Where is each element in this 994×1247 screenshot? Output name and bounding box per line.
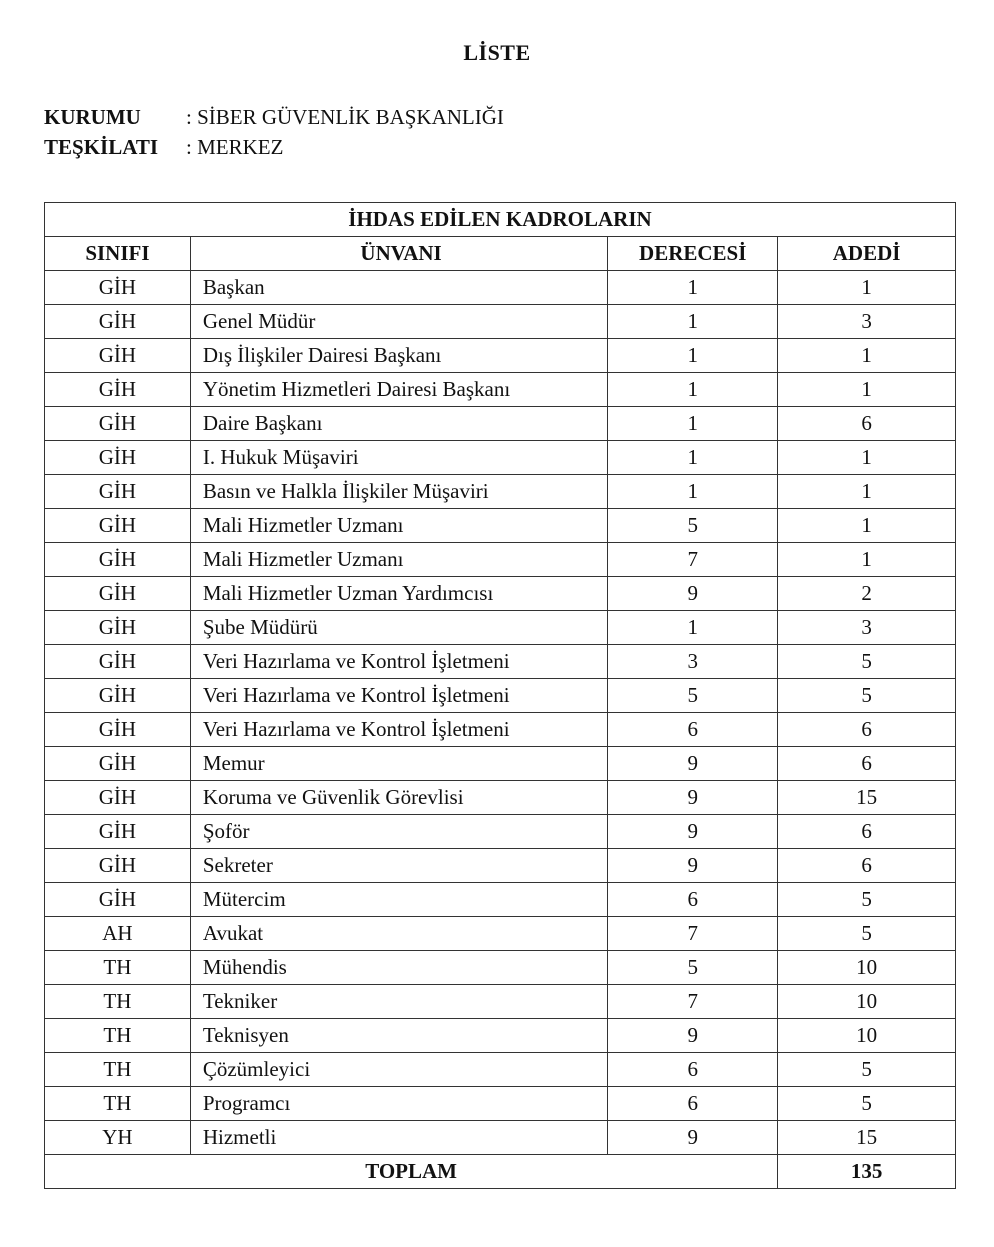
cell-derece: 9 — [608, 1121, 778, 1155]
table-row — [45, 1121, 956, 1155]
cell-unvan: Basın ve Halkla İlişkiler Müşaviri — [190, 475, 607, 509]
cell-unvan: Memur — [190, 747, 607, 781]
teskilat-label: TEŞKİLATI — [44, 135, 158, 159]
cell-sinif: AH — [45, 917, 191, 951]
table-row — [45, 577, 956, 611]
cell-derece: 1 — [608, 271, 778, 305]
cell-derece: 5 — [608, 951, 778, 985]
table-row — [45, 781, 956, 815]
cell-derece: 7 — [608, 543, 778, 577]
cell-unvan: Dış İlişkiler Dairesi Başkanı — [190, 339, 607, 373]
table-row — [45, 543, 956, 577]
table-row — [45, 815, 956, 849]
total-label: TOPLAM — [45, 1155, 778, 1189]
table-row — [45, 373, 956, 407]
cell-adet: 6 — [778, 849, 956, 883]
table-row — [45, 305, 956, 339]
cell-adet: 10 — [778, 1019, 956, 1053]
document-meta — [44, 102, 504, 162]
cell-derece: 5 — [608, 509, 778, 543]
cell-derece: 9 — [608, 747, 778, 781]
table-row — [45, 509, 956, 543]
column-header-adet: ADEDİ — [778, 237, 956, 271]
kurum-label: KURUMU — [44, 105, 141, 129]
cell-adet: 1 — [778, 509, 956, 543]
cell-adet: 5 — [778, 1053, 956, 1087]
cell-unvan: Mütercim — [190, 883, 607, 917]
cell-sinif: GİH — [45, 475, 191, 509]
table-row — [45, 441, 956, 475]
cell-adet: 15 — [778, 781, 956, 815]
cell-sinif: TH — [45, 1087, 191, 1121]
cell-sinif: GİH — [45, 781, 191, 815]
cell-sinif: GİH — [45, 305, 191, 339]
cell-adet: 1 — [778, 271, 956, 305]
cell-adet: 5 — [778, 917, 956, 951]
cell-adet: 5 — [778, 679, 956, 713]
cell-unvan: Mali Hizmetler Uzmanı — [190, 543, 607, 577]
cell-sinif: TH — [45, 1053, 191, 1087]
cell-derece: 9 — [608, 781, 778, 815]
cell-sinif: GİH — [45, 883, 191, 917]
cell-unvan: Mühendis — [190, 951, 607, 985]
cell-adet: 6 — [778, 713, 956, 747]
cell-derece: 1 — [608, 475, 778, 509]
cell-unvan: Programcı — [190, 1087, 607, 1121]
table-row — [45, 713, 956, 747]
cell-adet: 1 — [778, 475, 956, 509]
table-row — [45, 747, 956, 781]
kurum-row — [44, 102, 504, 132]
cell-derece: 1 — [608, 407, 778, 441]
table-row — [45, 883, 956, 917]
cell-unvan: Çözümleyici — [190, 1053, 607, 1087]
cell-sinif: GİH — [45, 747, 191, 781]
teskilat-row — [44, 132, 504, 162]
table-row — [45, 611, 956, 645]
cell-unvan: Veri Hazırlama ve Kontrol İşletmeni — [190, 645, 607, 679]
cell-unvan: Avukat — [190, 917, 607, 951]
table-row — [45, 679, 956, 713]
cell-unvan: Teknisyen — [190, 1019, 607, 1053]
cell-derece: 6 — [608, 1087, 778, 1121]
cell-derece: 7 — [608, 985, 778, 1019]
cell-adet: 5 — [778, 645, 956, 679]
total-value: 135 — [778, 1155, 956, 1189]
cell-adet: 6 — [778, 815, 956, 849]
cell-sinif: TH — [45, 1019, 191, 1053]
cell-adet: 5 — [778, 1087, 956, 1121]
cell-sinif: GİH — [45, 441, 191, 475]
cell-derece: 6 — [608, 883, 778, 917]
cell-unvan: Tekniker — [190, 985, 607, 1019]
column-header-unvan: ÜNVANI — [190, 237, 607, 271]
cell-adet: 1 — [778, 339, 956, 373]
table-row — [45, 645, 956, 679]
cell-adet: 6 — [778, 407, 956, 441]
column-header-row — [45, 237, 956, 271]
cell-sinif: GİH — [45, 543, 191, 577]
cell-unvan: I. Hukuk Müşaviri — [190, 441, 607, 475]
cell-derece: 1 — [608, 611, 778, 645]
cell-unvan: Yönetim Hizmetleri Dairesi Başkanı — [190, 373, 607, 407]
cell-unvan: Şoför — [190, 815, 607, 849]
cell-derece: 9 — [608, 577, 778, 611]
cell-derece: 9 — [608, 849, 778, 883]
cell-derece: 6 — [608, 1053, 778, 1087]
cell-sinif: GİH — [45, 339, 191, 373]
cell-derece: 9 — [608, 815, 778, 849]
cell-unvan: Genel Müdür — [190, 305, 607, 339]
teskilat-value: : MERKEZ — [186, 135, 284, 159]
column-header-derece: DERECESİ — [608, 237, 778, 271]
table-row — [45, 917, 956, 951]
cell-adet: 3 — [778, 305, 956, 339]
table-row — [45, 1087, 956, 1121]
cell-derece: 6 — [608, 713, 778, 747]
cell-derece: 1 — [608, 441, 778, 475]
total-row — [45, 1155, 956, 1189]
cell-sinif: GİH — [45, 271, 191, 305]
cell-derece: 9 — [608, 1019, 778, 1053]
cell-sinif: TH — [45, 951, 191, 985]
cell-sinif: GİH — [45, 373, 191, 407]
cell-sinif: GİH — [45, 407, 191, 441]
table-body — [45, 271, 956, 1155]
cell-derece: 1 — [608, 305, 778, 339]
table-row — [45, 985, 956, 1019]
cell-derece: 1 — [608, 339, 778, 373]
cell-sinif: GİH — [45, 509, 191, 543]
cell-sinif: GİH — [45, 679, 191, 713]
cell-adet: 5 — [778, 883, 956, 917]
cell-adet: 15 — [778, 1121, 956, 1155]
cell-derece: 1 — [608, 373, 778, 407]
kadro-table — [44, 202, 956, 1189]
table-row — [45, 339, 956, 373]
cell-adet: 10 — [778, 985, 956, 1019]
kurum-value: : SİBER GÜVENLİK BAŞKANLIĞI — [186, 105, 504, 129]
cell-sinif: GİH — [45, 713, 191, 747]
cell-sinif: GİH — [45, 645, 191, 679]
group-header-row — [45, 203, 956, 237]
cell-adet: 1 — [778, 373, 956, 407]
cell-adet: 10 — [778, 951, 956, 985]
cell-derece: 3 — [608, 645, 778, 679]
cell-unvan: Hizmetli — [190, 1121, 607, 1155]
cell-sinif: GİH — [45, 815, 191, 849]
cell-sinif: YH — [45, 1121, 191, 1155]
cell-derece: 5 — [608, 679, 778, 713]
cell-adet: 1 — [778, 543, 956, 577]
cell-unvan: Veri Hazırlama ve Kontrol İşletmeni — [190, 713, 607, 747]
cell-sinif: GİH — [45, 849, 191, 883]
cell-unvan: Daire Başkanı — [190, 407, 607, 441]
table-row — [45, 475, 956, 509]
table-row — [45, 407, 956, 441]
cell-adet: 6 — [778, 747, 956, 781]
table-row — [45, 271, 956, 305]
cell-derece: 7 — [608, 917, 778, 951]
cell-adet: 1 — [778, 441, 956, 475]
cell-sinif: GİH — [45, 611, 191, 645]
cell-unvan: Mali Hizmetler Uzman Yardımcısı — [190, 577, 607, 611]
document-title: LİSTE — [463, 40, 531, 65]
cell-unvan: Şube Müdürü — [190, 611, 607, 645]
cell-sinif: TH — [45, 985, 191, 1019]
table-row — [45, 1019, 956, 1053]
cell-adet: 3 — [778, 611, 956, 645]
group-header: İHDAS EDİLEN KADROLARIN — [45, 203, 956, 237]
table-row — [45, 849, 956, 883]
cell-adet: 2 — [778, 577, 956, 611]
column-header-sinif: SINIFI — [45, 237, 191, 271]
cell-unvan: Mali Hizmetler Uzmanı — [190, 509, 607, 543]
cell-unvan: Veri Hazırlama ve Kontrol İşletmeni — [190, 679, 607, 713]
cell-sinif: GİH — [45, 577, 191, 611]
cell-unvan: Koruma ve Güvenlik Görevlisi — [190, 781, 607, 815]
table-row — [45, 951, 956, 985]
cell-unvan: Başkan — [190, 271, 607, 305]
table-row — [45, 1053, 956, 1087]
cell-unvan: Sekreter — [190, 849, 607, 883]
